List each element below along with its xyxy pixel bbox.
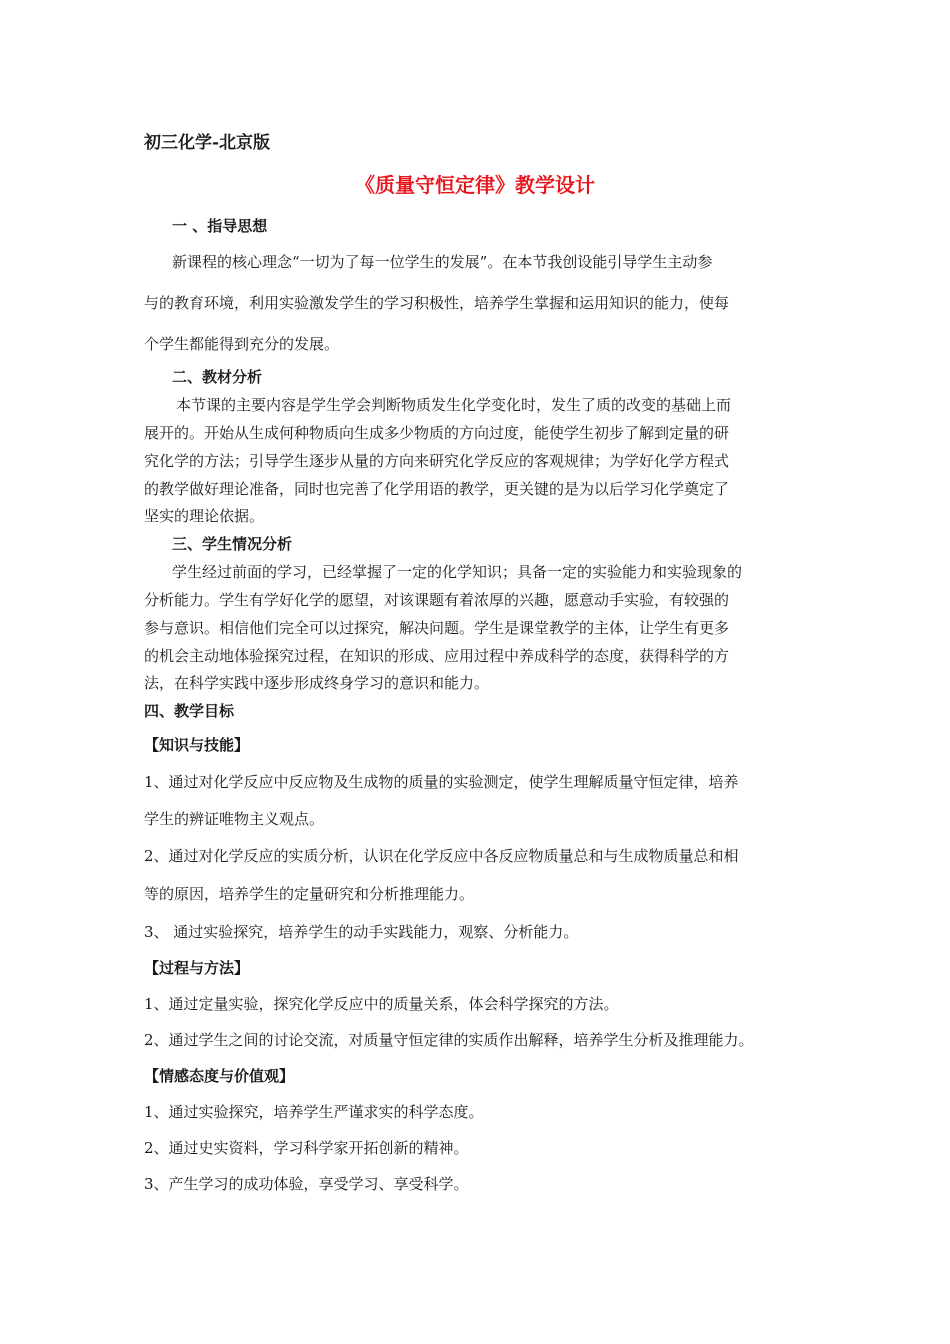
goal-item: 学生的辨证唯物主义观点。 xyxy=(144,810,325,828)
paragraph-line: 的机会主动地体验探究过程，在知识的形成、应用过程中养成科学的态度，获得科学的方 xyxy=(144,647,730,665)
paragraph-line: 展开的。开始从生成何种物质向生成多少物质的方向过度，能使学生初步了解到定量的研 xyxy=(144,424,730,442)
paragraph-line: 学生经过前面的学习，已经掌握了一定的化学知识；具备一定的实验能力和实验现象的 xyxy=(172,563,743,581)
goal-item: 2、通过学生之间的讨论交流，对质量守恒定律的实质作出解释，培养学生分析及推理能力。 xyxy=(144,1031,754,1049)
section-heading-material-analysis: 二、教材分析 xyxy=(172,368,263,386)
paragraph-line: 的教学做好理论准备，同时也完善了化学用语的教学，更关键的是为以后学习化学奠定了 xyxy=(144,480,730,498)
goal-item: 1、通过对化学反应中反应物及生成物的质量的实验测定，使学生理解质量守恒定律，培养 xyxy=(144,773,739,791)
subject-line: 初三化学-北京版 xyxy=(144,133,271,153)
goal-item: 2、通过史实资料，学习科学家开拓创新的精神。 xyxy=(144,1139,469,1157)
paragraph-line: 新课程的核心理念“一切为了每一位学生的发展”。在本节我创设能引导学生主动参 xyxy=(172,253,713,271)
section-heading-teaching-goals: 四、教学目标 xyxy=(144,702,235,720)
paragraph-line: 法，在科学实践中逐步形成终身学习的意识和能力。 xyxy=(144,674,490,692)
subheading-process-methods: 【过程与方法】 xyxy=(144,959,250,977)
goal-item: 等的原因，培养学生的定量研究和分析推理能力。 xyxy=(144,885,475,903)
section-heading-student-analysis: 三、学生情况分析 xyxy=(172,535,293,553)
goal-item: 1、通过实验探究，培养学生严谨求实的科学态度。 xyxy=(144,1103,484,1121)
goal-item: 1、通过定量实验，探究化学反应中的质量关系，体会科学探究的方法。 xyxy=(144,995,619,1013)
goal-item: 2、通过对化学反应的实质分析，认识在化学反应中各反应物质量总和与生成物质量总和相 xyxy=(144,847,739,865)
subheading-knowledge-skills: 【知识与技能】 xyxy=(144,736,250,754)
paragraph-line: 本节课的主要内容是学生学会判断物质发生化学变化时，发生了质的改变的基础上而 xyxy=(176,396,732,414)
paragraph-line: 与的教育环境，利用实验激发学生的学习积极性，培养学生掌握和运用知识的能力，使每 xyxy=(144,294,730,312)
document-title: 《质量守恒定律》教学设计 xyxy=(355,173,595,197)
goal-item: 3、产生学习的成功体验，享受学习、享受科学。 xyxy=(144,1175,469,1193)
paragraph-line: 个学生都能得到充分的发展。 xyxy=(144,335,340,353)
paragraph-line: 参与意识。相信他们完全可以过探究，解决问题。学生是课堂教学的主体，让学生有更多 xyxy=(144,619,730,637)
goal-item: 3、 通过实验探究，培养学生的动手实践能力，观察、分析能力。 xyxy=(144,923,579,941)
section-heading-guiding-idea: 一 、指导思想 xyxy=(172,217,268,235)
paragraph-line: 分析能力。学生有学好化学的愿望，对该课题有着浓厚的兴趣，愿意动手实验，有较强的 xyxy=(144,591,730,609)
paragraph-line: 究化学的方法；引导学生逐步从量的方向来研究化学反应的客观规律；为学好化学方程式 xyxy=(144,452,730,470)
paragraph-line: 坚实的理论依据。 xyxy=(144,507,265,525)
subheading-attitude-values: 【情感态度与价值观】 xyxy=(144,1067,295,1085)
